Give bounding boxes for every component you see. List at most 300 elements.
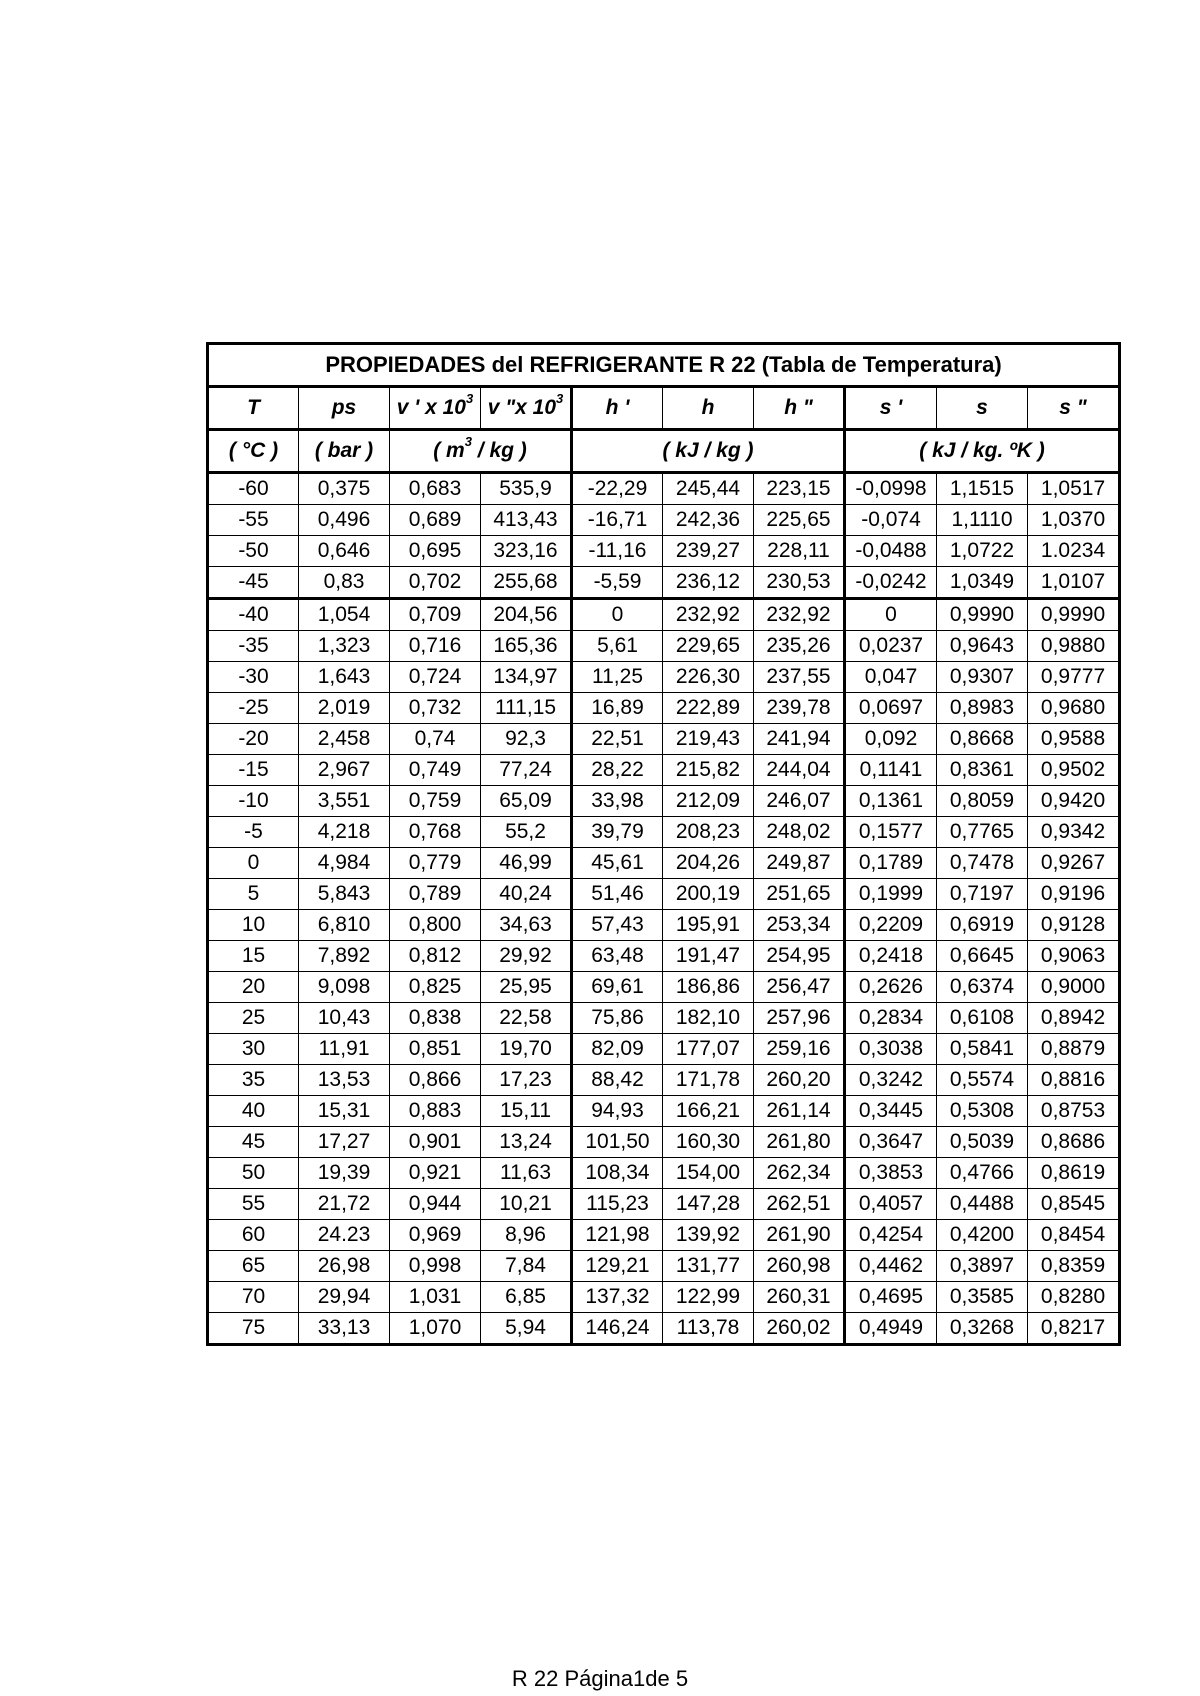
cell-T: -30	[208, 662, 299, 693]
cell-s: 0,9990	[937, 599, 1028, 631]
unit-v-post: / kg )	[477, 439, 527, 462]
cell-ps: 1,054	[299, 599, 390, 631]
cell-v-vapor: 6,85	[481, 1282, 572, 1313]
cell-ps: 2,019	[299, 693, 390, 724]
cell-s: 0,8361	[937, 755, 1028, 786]
cell-v-liquid: 0,779	[390, 848, 481, 879]
cell-h: 191,47	[663, 941, 754, 972]
cell-ps: 2,967	[299, 755, 390, 786]
cell-ps: 1,643	[299, 662, 390, 693]
table-row	[208, 567, 1120, 599]
table-row	[208, 473, 1120, 505]
cell-v-vapor: 204,56	[481, 599, 572, 631]
cell-s: 0,5841	[937, 1034, 1028, 1065]
cell-v-vapor: 17,23	[481, 1065, 572, 1096]
cell-v-liquid: 0,732	[390, 693, 481, 724]
cell-s-liquid: 0,2418	[845, 941, 937, 972]
cell-v-liquid: 0,768	[390, 817, 481, 848]
cell-h-liquid: 146,24	[572, 1313, 663, 1345]
cell-h: 242,36	[663, 505, 754, 536]
header-T: T	[208, 387, 299, 430]
cell-h: 200,19	[663, 879, 754, 910]
cell-s-liquid: 0,4462	[845, 1251, 937, 1282]
cell-s-liquid: 0,4254	[845, 1220, 937, 1251]
cell-h-vapor: 230,53	[754, 567, 845, 599]
cell-T: 0	[208, 848, 299, 879]
cell-s-vapor: 0,8280	[1028, 1282, 1120, 1313]
cell-v-liquid: 0,901	[390, 1127, 481, 1158]
cell-h-liquid: 121,98	[572, 1220, 663, 1251]
cell-h-liquid: 5,61	[572, 631, 663, 662]
cell-h-liquid: -5,59	[572, 567, 663, 599]
header-s-liquid: s '	[845, 387, 937, 430]
cell-ps: 13,53	[299, 1065, 390, 1096]
cell-v-vapor: 15,11	[481, 1096, 572, 1127]
cell-s: 0,8059	[937, 786, 1028, 817]
cell-T: -45	[208, 567, 299, 599]
cell-T: -20	[208, 724, 299, 755]
cell-h-liquid: 94,93	[572, 1096, 663, 1127]
cell-s-vapor: 0,8753	[1028, 1096, 1120, 1127]
cell-s-vapor: 0,8217	[1028, 1313, 1120, 1345]
cell-s: 0,4200	[937, 1220, 1028, 1251]
cell-v-vapor: 8,96	[481, 1220, 572, 1251]
cell-v-vapor: 413,43	[481, 505, 572, 536]
cell-T: 30	[208, 1034, 299, 1065]
cell-s-liquid: 0,2209	[845, 910, 937, 941]
cell-h: 226,30	[663, 662, 754, 693]
cell-v-vapor: 13,24	[481, 1127, 572, 1158]
cell-s-vapor: 0,9342	[1028, 817, 1120, 848]
cell-h-liquid: 33,98	[572, 786, 663, 817]
cell-h: 245,44	[663, 473, 754, 505]
cell-v-liquid: 0,689	[390, 505, 481, 536]
cell-v-vapor: 29,92	[481, 941, 572, 972]
cell-T: 20	[208, 972, 299, 1003]
cell-v-liquid: 0,709	[390, 599, 481, 631]
cell-s-vapor: 0,9990	[1028, 599, 1120, 631]
cell-v-liquid: 0,998	[390, 1251, 481, 1282]
cell-T: 60	[208, 1220, 299, 1251]
cell-v-liquid: 0,683	[390, 473, 481, 505]
cell-ps: 15,31	[299, 1096, 390, 1127]
cell-h-liquid: 101,50	[572, 1127, 663, 1158]
header-v-liquid-base: v ' x 10	[396, 396, 466, 419]
cell-ps: 4,218	[299, 817, 390, 848]
table-row	[208, 817, 1120, 848]
header-v-vapor	[481, 387, 572, 430]
cell-h-vapor: 260,02	[754, 1313, 845, 1345]
cell-h: 219,43	[663, 724, 754, 755]
cell-s-vapor: 0,9880	[1028, 631, 1120, 662]
table-row	[208, 1127, 1120, 1158]
cell-ps: 0,646	[299, 536, 390, 567]
cell-s-vapor: 0,8359	[1028, 1251, 1120, 1282]
cell-s-liquid: 0,4057	[845, 1189, 937, 1220]
table-row	[208, 662, 1120, 693]
cell-T: -5	[208, 817, 299, 848]
cell-s: 0,6108	[937, 1003, 1028, 1034]
cell-s-liquid: 0,2834	[845, 1003, 937, 1034]
cell-v-vapor: 65,09	[481, 786, 572, 817]
cell-v-liquid: 0,825	[390, 972, 481, 1003]
cell-h-vapor: 254,95	[754, 941, 845, 972]
cell-v-liquid: 0,702	[390, 567, 481, 599]
cell-h: 154,00	[663, 1158, 754, 1189]
cell-h-liquid: -22,29	[572, 473, 663, 505]
unit-s: ( kJ / kg. ºK )	[845, 430, 1120, 473]
cell-h-liquid: 82,09	[572, 1034, 663, 1065]
table-row	[208, 1220, 1120, 1251]
cell-v-vapor: 77,24	[481, 755, 572, 786]
cell-h-vapor: 251,65	[754, 879, 845, 910]
cell-T: 45	[208, 1127, 299, 1158]
cell-s-vapor: 1,0517	[1028, 473, 1120, 505]
cell-v-vapor: 25,95	[481, 972, 572, 1003]
table-row	[208, 599, 1120, 631]
cell-s-liquid: 0,092	[845, 724, 937, 755]
cell-ps: 3,551	[299, 786, 390, 817]
header-v-liquid	[390, 387, 481, 430]
cell-v-liquid: 0,851	[390, 1034, 481, 1065]
cell-h-vapor: 261,90	[754, 1220, 845, 1251]
cell-h-vapor: 244,04	[754, 755, 845, 786]
cell-s-vapor: 1,0107	[1028, 567, 1120, 599]
cell-h-liquid: 45,61	[572, 848, 663, 879]
cell-h-vapor: 228,11	[754, 536, 845, 567]
cell-h-vapor: 261,14	[754, 1096, 845, 1127]
cell-v-vapor: 10,21	[481, 1189, 572, 1220]
unit-T: ( °C )	[208, 430, 299, 473]
cell-s: 0,3897	[937, 1251, 1028, 1282]
cell-s-liquid: 0,0697	[845, 693, 937, 724]
table-row	[208, 1189, 1120, 1220]
cell-h: 177,07	[663, 1034, 754, 1065]
cell-h-liquid: 11,25	[572, 662, 663, 693]
cell-h-vapor: 257,96	[754, 1003, 845, 1034]
cell-h-liquid: 129,21	[572, 1251, 663, 1282]
cell-h: 139,92	[663, 1220, 754, 1251]
cell-s-vapor: 0,8454	[1028, 1220, 1120, 1251]
table-row	[208, 724, 1120, 755]
cell-s: 0,8983	[937, 693, 1028, 724]
cell-v-vapor: 111,15	[481, 693, 572, 724]
cell-h: 182,10	[663, 1003, 754, 1034]
cell-h-liquid: 69,61	[572, 972, 663, 1003]
cell-s: 0,6645	[937, 941, 1028, 972]
cell-h-vapor: 262,51	[754, 1189, 845, 1220]
header-v-liquid-exp: 3	[465, 391, 474, 406]
cell-h-liquid: 57,43	[572, 910, 663, 941]
header-h-vapor: h "	[754, 387, 845, 430]
table-title: PROPIEDADES del REFRIGERANTE R 22 (Tabla de Temperatura)	[208, 344, 1120, 387]
cell-v-vapor: 5,94	[481, 1313, 572, 1345]
cell-h-vapor: 241,94	[754, 724, 845, 755]
unit-v-pre: ( m	[433, 439, 465, 462]
cell-v-vapor: 34,63	[481, 910, 572, 941]
table-row	[208, 1158, 1120, 1189]
header-s-vapor: s "	[1028, 387, 1120, 430]
table-row	[208, 505, 1120, 536]
cell-s-liquid: 0,4949	[845, 1313, 937, 1345]
table-row	[208, 972, 1120, 1003]
table-row	[208, 1282, 1120, 1313]
cell-v-vapor: 255,68	[481, 567, 572, 599]
cell-h-vapor: 248,02	[754, 817, 845, 848]
table-row	[208, 631, 1120, 662]
cell-s-vapor: 0,9502	[1028, 755, 1120, 786]
cell-ps: 6,810	[299, 910, 390, 941]
header-v-vapor-base: v "x 10	[487, 396, 557, 419]
cell-h: 186,86	[663, 972, 754, 1003]
units-header-row	[208, 430, 1120, 473]
cell-s-liquid: 0,3445	[845, 1096, 937, 1127]
cell-v-vapor: 134,97	[481, 662, 572, 693]
cell-h: 122,99	[663, 1282, 754, 1313]
cell-s: 0,4766	[937, 1158, 1028, 1189]
cell-h-vapor: 262,34	[754, 1158, 845, 1189]
cell-h-vapor: 237,55	[754, 662, 845, 693]
cell-v-vapor: 323,16	[481, 536, 572, 567]
page-footer: R 22 Página1de 5	[511, 1666, 689, 1691]
cell-s: 0,7765	[937, 817, 1028, 848]
cell-ps: 0,83	[299, 567, 390, 599]
cell-T: 35	[208, 1065, 299, 1096]
header-h-liquid: h '	[572, 387, 663, 430]
cell-h-vapor: 260,20	[754, 1065, 845, 1096]
cell-h-liquid: 51,46	[572, 879, 663, 910]
cell-ps: 17,27	[299, 1127, 390, 1158]
cell-v-liquid: 0,759	[390, 786, 481, 817]
cell-h-liquid: 28,22	[572, 755, 663, 786]
cell-h-liquid: -11,16	[572, 536, 663, 567]
header-h: h	[663, 387, 754, 430]
cell-h-vapor: 235,26	[754, 631, 845, 662]
cell-s: 1,0349	[937, 567, 1028, 599]
table-row	[208, 1096, 1120, 1127]
cell-h-vapor: 246,07	[754, 786, 845, 817]
cell-s-vapor: 1,0370	[1028, 505, 1120, 536]
cell-h: 131,77	[663, 1251, 754, 1282]
cell-T: -25	[208, 693, 299, 724]
cell-h: 215,82	[663, 755, 754, 786]
table-title-row	[208, 344, 1120, 387]
cell-ps: 24.23	[299, 1220, 390, 1251]
cell-s-liquid: -0,074	[845, 505, 937, 536]
cell-ps: 5,843	[299, 879, 390, 910]
cell-s: 0,5308	[937, 1096, 1028, 1127]
cell-T: -40	[208, 599, 299, 631]
cell-v-vapor: 40,24	[481, 879, 572, 910]
cell-h: 147,28	[663, 1189, 754, 1220]
cell-v-liquid: 0,866	[390, 1065, 481, 1096]
cell-h-vapor: 261,80	[754, 1127, 845, 1158]
cell-s: 0,4488	[937, 1189, 1028, 1220]
cell-T: -35	[208, 631, 299, 662]
table-row	[208, 1251, 1120, 1282]
cell-ps: 10,43	[299, 1003, 390, 1034]
cell-h: 229,65	[663, 631, 754, 662]
cell-s-liquid: 0,1141	[845, 755, 937, 786]
cell-s-liquid: 0,1999	[845, 879, 937, 910]
cell-s-vapor: 0,8879	[1028, 1034, 1120, 1065]
unit-v	[390, 430, 572, 473]
cell-s-liquid: 0,047	[845, 662, 937, 693]
unit-ps: ( bar )	[299, 430, 390, 473]
cell-s-liquid: 0,3038	[845, 1034, 937, 1065]
cell-s-liquid: 0,1789	[845, 848, 937, 879]
cell-s-vapor: 0,8816	[1028, 1065, 1120, 1096]
cell-v-liquid: 0,716	[390, 631, 481, 662]
cell-h: 208,23	[663, 817, 754, 848]
cell-h: 171,78	[663, 1065, 754, 1096]
cell-T: 55	[208, 1189, 299, 1220]
cell-T: 10	[208, 910, 299, 941]
cell-h-vapor: 259,16	[754, 1034, 845, 1065]
cell-h: 236,12	[663, 567, 754, 599]
cell-ps: 19,39	[299, 1158, 390, 1189]
cell-h-liquid: 0	[572, 599, 663, 631]
cell-s-liquid: -0,0488	[845, 536, 937, 567]
cell-s: 0,8668	[937, 724, 1028, 755]
table-row	[208, 941, 1120, 972]
cell-s-vapor: 0,9420	[1028, 786, 1120, 817]
cell-ps: 29,94	[299, 1282, 390, 1313]
header-v-vapor-exp: 3	[556, 391, 564, 406]
cell-s: 0,9307	[937, 662, 1028, 693]
cell-T: 15	[208, 941, 299, 972]
cell-v-vapor: 7,84	[481, 1251, 572, 1282]
cell-s-liquid: 0,3242	[845, 1065, 937, 1096]
cell-T: 70	[208, 1282, 299, 1313]
cell-s-vapor: 0,8619	[1028, 1158, 1120, 1189]
cell-s: 0,5039	[937, 1127, 1028, 1158]
cell-v-liquid: 1,070	[390, 1313, 481, 1345]
cell-ps: 26,98	[299, 1251, 390, 1282]
cell-v-vapor: 165,36	[481, 631, 572, 662]
unit-h: ( kJ / kg )	[572, 430, 845, 473]
cell-v-liquid: 1,031	[390, 1282, 481, 1313]
cell-T: -15	[208, 755, 299, 786]
cell-h-vapor: 239,78	[754, 693, 845, 724]
table-row	[208, 693, 1120, 724]
cell-h: 232,92	[663, 599, 754, 631]
cell-s: 0,6919	[937, 910, 1028, 941]
cell-T: -50	[208, 536, 299, 567]
r22-properties-table	[206, 342, 1121, 1346]
r22-properties-table-container	[206, 342, 1118, 1346]
cell-v-vapor: 535,9	[481, 473, 572, 505]
cell-h-liquid: 75,86	[572, 1003, 663, 1034]
cell-v-liquid: 0,969	[390, 1220, 481, 1251]
cell-h: 212,09	[663, 786, 754, 817]
cell-s: 0,5574	[937, 1065, 1028, 1096]
cell-s-liquid: -0,0998	[845, 473, 937, 505]
cell-h: 113,78	[663, 1313, 754, 1345]
cell-ps: 33,13	[299, 1313, 390, 1345]
cell-T: 25	[208, 1003, 299, 1034]
cell-h-liquid: 88,42	[572, 1065, 663, 1096]
cell-T: 40	[208, 1096, 299, 1127]
cell-s: 1,0722	[937, 536, 1028, 567]
cell-s-liquid: -0,0242	[845, 567, 937, 599]
cell-s-liquid: 0,3647	[845, 1127, 937, 1158]
cell-ps: 4,984	[299, 848, 390, 879]
cell-v-liquid: 0,800	[390, 910, 481, 941]
cell-h-vapor: 225,65	[754, 505, 845, 536]
cell-v-liquid: 0,695	[390, 536, 481, 567]
cell-v-vapor: 11,63	[481, 1158, 572, 1189]
cell-v-liquid: 0,724	[390, 662, 481, 693]
cell-s-vapor: 0,8686	[1028, 1127, 1120, 1158]
cell-h-liquid: 115,23	[572, 1189, 663, 1220]
cell-h-liquid: 22,51	[572, 724, 663, 755]
cell-ps: 9,098	[299, 972, 390, 1003]
cell-s-liquid: 0,1361	[845, 786, 937, 817]
cell-s-vapor: 0,9267	[1028, 848, 1120, 879]
cell-s: 0,7478	[937, 848, 1028, 879]
cell-h-vapor: 232,92	[754, 599, 845, 631]
cell-v-liquid: 0,812	[390, 941, 481, 972]
cell-h-vapor: 260,31	[754, 1282, 845, 1313]
cell-s-liquid: 0,2626	[845, 972, 937, 1003]
cell-ps: 0,375	[299, 473, 390, 505]
header-s: s	[937, 387, 1028, 430]
table-row	[208, 879, 1120, 910]
cell-h: 160,30	[663, 1127, 754, 1158]
cell-h: 195,91	[663, 910, 754, 941]
unit-v-exp: 3	[464, 434, 472, 449]
cell-h-liquid: 137,32	[572, 1282, 663, 1313]
cell-h-vapor: 260,98	[754, 1251, 845, 1282]
cell-v-liquid: 0,838	[390, 1003, 481, 1034]
symbol-header-row	[208, 387, 1120, 430]
cell-v-vapor: 22,58	[481, 1003, 572, 1034]
cell-h-liquid: 63,48	[572, 941, 663, 972]
cell-h: 222,89	[663, 693, 754, 724]
cell-s: 0,3585	[937, 1282, 1028, 1313]
cell-T: -55	[208, 505, 299, 536]
table-row	[208, 1313, 1120, 1345]
cell-h: 204,26	[663, 848, 754, 879]
cell-h-vapor: 223,15	[754, 473, 845, 505]
table-row	[208, 786, 1120, 817]
cell-h-vapor: 249,87	[754, 848, 845, 879]
header-ps: ps	[299, 387, 390, 430]
cell-s-vapor: 0,8545	[1028, 1189, 1120, 1220]
cell-s-liquid: 0,0237	[845, 631, 937, 662]
cell-v-liquid: 0,749	[390, 755, 481, 786]
cell-h: 166,21	[663, 1096, 754, 1127]
cell-ps: 1,323	[299, 631, 390, 662]
cell-s-liquid: 0,1577	[845, 817, 937, 848]
cell-s: 0,6374	[937, 972, 1028, 1003]
cell-v-liquid: 0,944	[390, 1189, 481, 1220]
cell-v-vapor: 19,70	[481, 1034, 572, 1065]
cell-s: 0,3268	[937, 1313, 1028, 1345]
cell-h-liquid: 16,89	[572, 693, 663, 724]
cell-ps: 7,892	[299, 941, 390, 972]
cell-T: 50	[208, 1158, 299, 1189]
table-row	[208, 848, 1120, 879]
cell-v-vapor: 92,3	[481, 724, 572, 755]
cell-T: 65	[208, 1251, 299, 1282]
cell-s: 1,1110	[937, 505, 1028, 536]
cell-ps: 2,458	[299, 724, 390, 755]
cell-s-liquid: 0,4695	[845, 1282, 937, 1313]
cell-T: -10	[208, 786, 299, 817]
table-row	[208, 536, 1120, 567]
